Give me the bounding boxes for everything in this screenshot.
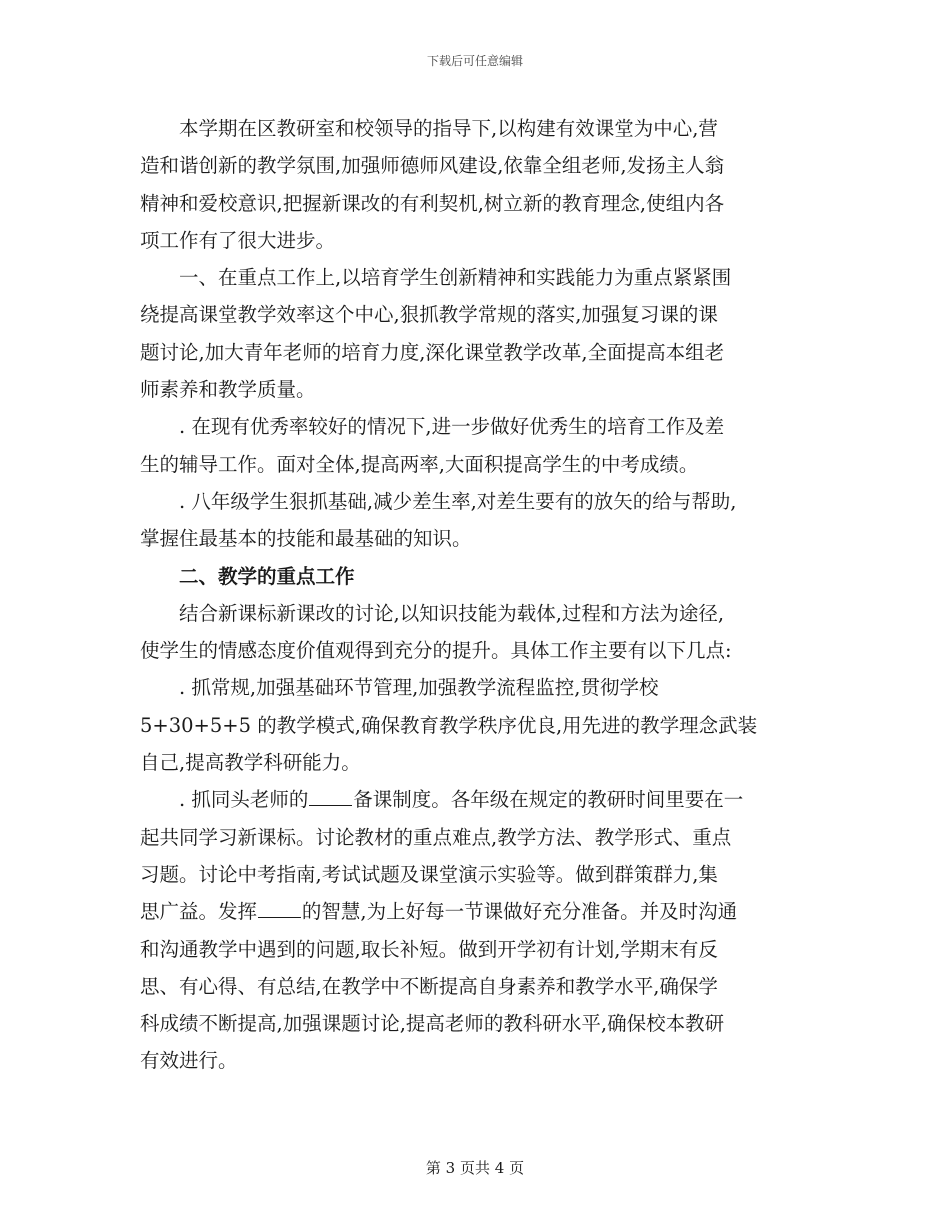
paragraph-line: 题讨论,加大青年老师的培育力度,深化课堂教学改革,全面提高本组老	[140, 340, 725, 364]
paragraph-line: 科成绩不断提高,加强课题讨论,提高老师的教科研水平,确保校本教研	[140, 1012, 725, 1036]
section-heading: 二、教学的重点工作	[179, 564, 355, 588]
paragraph-line: 结合新课标新课改的讨论,以知识技能为载体,过程和方法为途径,	[179, 601, 725, 625]
paragraph-line: 本学期在区教研室和校领导的指导下,以构建有效课堂为中心,营	[179, 117, 718, 140]
page-number: 第 3 页共 4 页	[425, 1159, 525, 1177]
document-body	[140, 110, 810, 1080]
paragraph-line: 有效进行。	[140, 1049, 238, 1073]
line-text: . 抓同头老师的	[179, 788, 309, 812]
paragraph-line: 精神和爱校意识,把握新课改的有利契机,树立新的教育理念,使组内各	[140, 191, 725, 215]
line-text: 的智慧,为上好每一节课做好充分准备。并及时沟通	[301, 900, 738, 924]
paragraph-line: 习题。讨论中考指南,考试试题及课堂演示实验等。做到群策群力,集	[140, 862, 718, 886]
blank-underline	[258, 898, 301, 919]
paragraph-line: 掌握住最基本的技能和最基础的知识。	[140, 527, 472, 551]
paragraph-line: 起共同学习新课标。讨论教材的重点难点,教学方法、教学形式、重点	[140, 825, 732, 849]
paragraph-line: 造和谐创新的教学氛围,加强师德师风建设,依靠全组老师,发扬主人翁	[140, 154, 725, 178]
paragraph-line: 使学生的情感态度价值观得到充分的提升。具体工作主要有以下几点:	[140, 639, 732, 663]
paragraph-line: 和沟通教学中遇到的问题,取长补短。做到开学初有计划,学期末有反	[140, 937, 718, 961]
paragraph-line: . 在现有优秀率较好的情况下,进一步做好优秀生的培育工作及差	[179, 415, 725, 439]
paragraph-line: 绕提高课堂教学效率这个中心,狠抓教学常规的落实,加强复习课的课	[140, 303, 718, 327]
paragraph-line: 师素养和教学质量。	[140, 378, 316, 402]
paragraph-line	[140, 893, 810, 930]
paragraph-line	[140, 781, 810, 818]
blank-underline	[309, 786, 352, 807]
paragraph-line: 生的辅导工作。面对全体,提高两率,大面积提高学生的中考成绩。	[140, 452, 699, 476]
paragraph-line: 项工作有了很大进步。	[140, 228, 336, 252]
line-text: 备课制度。各年级在规定的教研时间里要在一	[353, 788, 744, 812]
paragraph-line: . 八年级学生狠抓基础,减少差生率,对差生要有的放矢的给与帮助,	[179, 489, 737, 513]
paragraph-line: 自己,提高教学科研能力。	[140, 751, 361, 775]
paragraph-line: 5+30+5+5 的教学模式,确保教育教学秩序优良,用先进的教学理念武装	[140, 713, 758, 737]
paragraph-line: 一、在重点工作上,以培育学生创新精神和实践能力为重点紧紧围	[179, 266, 732, 290]
paragraph-line: 思、有心得、有总结,在教学中不断提高自身素养和教学水平,确保学	[140, 974, 718, 998]
page-header-note: 下载后可任意编辑	[426, 54, 523, 68]
paragraph-line: . 抓常规,加强基础环节管理,加强教学流程监控,贯彻学校	[179, 676, 659, 700]
line-text: 思广益。发挥	[140, 900, 258, 924]
